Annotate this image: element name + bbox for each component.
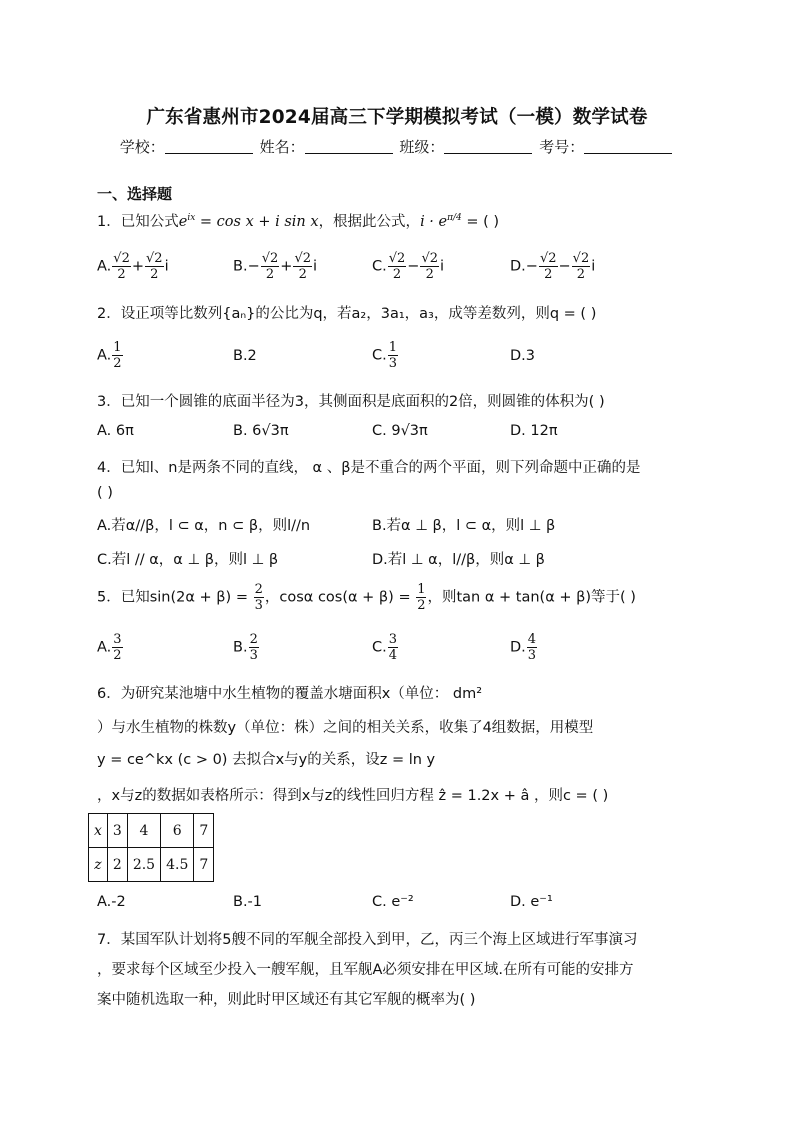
q5-option-d[interactable] <box>510 632 538 663</box>
fraction-num: 1 <box>113 340 122 355</box>
table-row <box>89 848 214 882</box>
fraction-num: 1 <box>417 582 426 597</box>
class-label: 班级： <box>399 138 445 156</box>
fraction <box>112 340 122 371</box>
fraction-den: 2 <box>417 598 426 613</box>
q6-option-b[interactable]: B.-1 <box>233 894 263 910</box>
question-3-stem: 3．已知一个圆锥的底面半径为3，其侧面积是底面积的2倍，则圆锥的体积为( ) <box>97 394 605 410</box>
exam-title: 广东省惠州市2024届高三下学期模拟考试（一模）数学试卷 <box>146 107 648 128</box>
table-cell: z <box>89 848 108 882</box>
q1-option-b[interactable] <box>233 251 317 282</box>
q1-expr-exp: π/4 <box>447 213 462 224</box>
option-label: C. <box>372 639 387 656</box>
q5-option-a[interactable] <box>97 632 124 663</box>
fraction <box>527 632 537 663</box>
fraction-den: 2 <box>113 356 122 371</box>
name-label: 姓名： <box>259 138 305 156</box>
fraction-den: 2 <box>544 267 553 282</box>
fraction <box>293 251 312 282</box>
option-label: A. <box>97 258 112 275</box>
q5-stem-b: ，cosα cos(α + β) = <box>264 589 416 606</box>
question-7-line3: 案中随机选取一种，则此时甲区域还有其它军舰的概率为( ) <box>97 992 476 1008</box>
fraction-num: √2 <box>572 251 590 266</box>
q1-stem-a: 1．已知公式 <box>97 214 179 230</box>
q1-option-c[interactable] <box>372 251 444 282</box>
option-op: − <box>407 258 420 275</box>
table-cell: 6 <box>161 814 194 848</box>
q2-option-b[interactable]: B.2 <box>233 348 257 364</box>
option-sign: − <box>247 258 260 275</box>
fraction <box>249 632 259 663</box>
fraction-den: 2 <box>576 267 586 282</box>
school-label: 学校： <box>119 138 165 156</box>
question-6-line3: y = ce^kx (c > 0) 去拟合x与y的关系，设z = ln y <box>97 752 436 768</box>
table-cell: 7 <box>194 848 214 882</box>
question-2-stem: 2．设正项等比数列{aₙ}的公比为q，若a₂，3a₁，a₃，成等差数列，则q = ( ) <box>97 306 597 322</box>
data-table <box>88 813 214 882</box>
option-label: B. <box>233 639 248 656</box>
q1-stem-b: ，根据此公式， <box>318 214 421 230</box>
question-1-stem <box>97 210 499 231</box>
question-4-stem: 4．已知l、n是两条不同的直线， α 、β是不重合的两个平面，则下列命题中正确的是 <box>97 460 641 476</box>
fraction-num: √2 <box>261 251 279 266</box>
fraction-den: 2 <box>113 648 122 663</box>
fraction-num: 4 <box>527 632 537 647</box>
section-heading: 一、选择题 <box>97 185 173 203</box>
fraction-num: √2 <box>146 251 163 266</box>
fraction-num: 2 <box>249 632 258 647</box>
fraction-den: 2 <box>298 267 307 282</box>
name-blank[interactable] <box>305 139 393 154</box>
q2-option-a[interactable] <box>97 340 124 371</box>
fraction-num: √2 <box>113 251 130 266</box>
question-7-line2: ，要求每个区域至少投入一艘军舰，且军舰A必须安排在甲区域.在所有可能的安排方 <box>97 962 634 978</box>
table-cell: 2 <box>107 848 127 882</box>
fraction <box>420 251 439 282</box>
q4-option-d[interactable]: D.若l ⊥ α，l//β，则α ⊥ β <box>372 552 545 568</box>
option-op: − <box>558 258 571 275</box>
fraction-num: 3 <box>388 632 398 647</box>
fraction-den: 3 <box>527 648 537 663</box>
q6-option-c[interactable]: C. e⁻² <box>372 894 414 910</box>
option-i: i <box>591 258 596 275</box>
fraction-num: √2 <box>294 251 311 266</box>
fraction-den: 4 <box>388 648 398 663</box>
option-label: D. <box>510 258 526 275</box>
fraction-den: 2 <box>265 267 275 282</box>
question-6-line4: ，x与z的数据如表格所示：得到x与z的线性回归方程 ẑ = 1.2x + â ，则c = ( ) <box>97 788 609 804</box>
fraction-num: 1 <box>388 340 398 355</box>
fraction-num: √2 <box>421 251 439 266</box>
option-sign: − <box>525 258 538 275</box>
option-label: C. <box>372 258 387 275</box>
question-6-line1: 6．为研究某池塘中水生植物的覆盖水塘面积x（单位： dm² <box>97 686 483 702</box>
fraction <box>261 251 280 282</box>
q1-formula-rest: = cos x + i sin x <box>195 214 319 230</box>
fraction <box>388 632 398 663</box>
option-op: + <box>280 258 293 275</box>
q3-option-a[interactable]: A. 6π <box>97 423 134 439</box>
q4-option-a[interactable]: A.若α//β，l ⊂ α，n ⊂ β，则l//n <box>97 518 311 534</box>
fraction <box>539 251 558 282</box>
table-cell: 3 <box>107 814 127 848</box>
option-label: C. <box>372 347 387 364</box>
option-i: i <box>313 258 318 275</box>
fraction-den: 3 <box>254 598 263 613</box>
q1-expr: i · e <box>420 214 448 230</box>
fraction-num: √2 <box>388 251 406 266</box>
fraction <box>112 632 122 663</box>
number-label: 考号： <box>539 138 585 156</box>
q1-formula-base: e <box>178 214 188 230</box>
fraction <box>388 251 407 282</box>
question-5-stem <box>97 582 636 613</box>
fraction <box>416 582 426 613</box>
fraction <box>112 251 131 282</box>
q6-option-d[interactable]: D. e⁻¹ <box>510 894 553 910</box>
q5-option-b[interactable] <box>233 632 260 663</box>
class-blank[interactable] <box>444 139 532 154</box>
fraction-num: 3 <box>113 632 122 647</box>
fraction-den: 2 <box>392 267 402 282</box>
q2-option-c[interactable] <box>372 340 399 371</box>
q6-option-a[interactable]: A.-2 <box>97 894 126 910</box>
fraction-den: 3 <box>249 648 258 663</box>
q2-option-d[interactable]: D.3 <box>510 348 535 364</box>
fraction-num: √2 <box>539 251 557 266</box>
fraction <box>388 340 398 371</box>
option-i: i <box>164 258 169 275</box>
q1-option-a[interactable] <box>97 251 169 282</box>
table-cell: 4 <box>127 814 160 848</box>
fraction-den: 2 <box>117 267 126 282</box>
q3-option-c[interactable]: C. 9√3π <box>372 423 428 439</box>
q3-option-b[interactable]: B. 6√3π <box>233 423 289 439</box>
table-cell: 4.5 <box>161 848 194 882</box>
table-row <box>89 814 214 848</box>
q5-stem-a: 5．已知sin(2α + β) = <box>97 589 253 606</box>
table-cell: x <box>89 814 108 848</box>
school-blank[interactable] <box>165 139 253 154</box>
fraction-den: 2 <box>150 267 159 282</box>
fraction <box>145 251 164 282</box>
q1-option-d[interactable] <box>510 251 595 282</box>
option-op: + <box>131 258 144 275</box>
q5-stem-c: ，则tan α + tan(α + β)等于( ) <box>427 589 636 606</box>
q1-tail: = ( ) <box>461 214 500 230</box>
option-label: B. <box>233 258 248 275</box>
q3-option-d[interactable]: D. 12π <box>510 423 558 439</box>
option-label: D. <box>510 639 526 656</box>
number-blank[interactable] <box>584 139 672 154</box>
option-label: A. <box>97 639 112 656</box>
fraction-den: 3 <box>388 356 398 371</box>
q5-option-c[interactable] <box>372 632 399 663</box>
fraction <box>254 582 264 613</box>
question-7-line1: 7．某国军队计划将5艘不同的军舰全部投入到甲，乙，丙三个海上区域进行军事演习 <box>97 932 638 948</box>
q1-formula-exp: ix <box>187 213 196 224</box>
table-cell: 7 <box>194 814 214 848</box>
table-cell: 2.5 <box>127 848 160 882</box>
student-info-row <box>0 136 794 157</box>
question-4-stem-cont: ( ) <box>97 485 113 501</box>
q4-option-b[interactable]: B.若α ⊥ β，l ⊂ α，则l ⊥ β <box>372 518 556 534</box>
option-i: i <box>440 258 445 275</box>
q4-option-c[interactable]: C.若l // α，α ⊥ β，则l ⊥ β <box>97 552 279 568</box>
option-label: A. <box>97 347 112 364</box>
fraction-num: 2 <box>254 582 263 597</box>
fraction-den: 2 <box>425 267 434 282</box>
question-6-line2: ）与水生植物的株数y（单位：株）之间的相关关系，收集了4组数据，用模型 <box>97 720 594 736</box>
fraction <box>572 251 591 282</box>
